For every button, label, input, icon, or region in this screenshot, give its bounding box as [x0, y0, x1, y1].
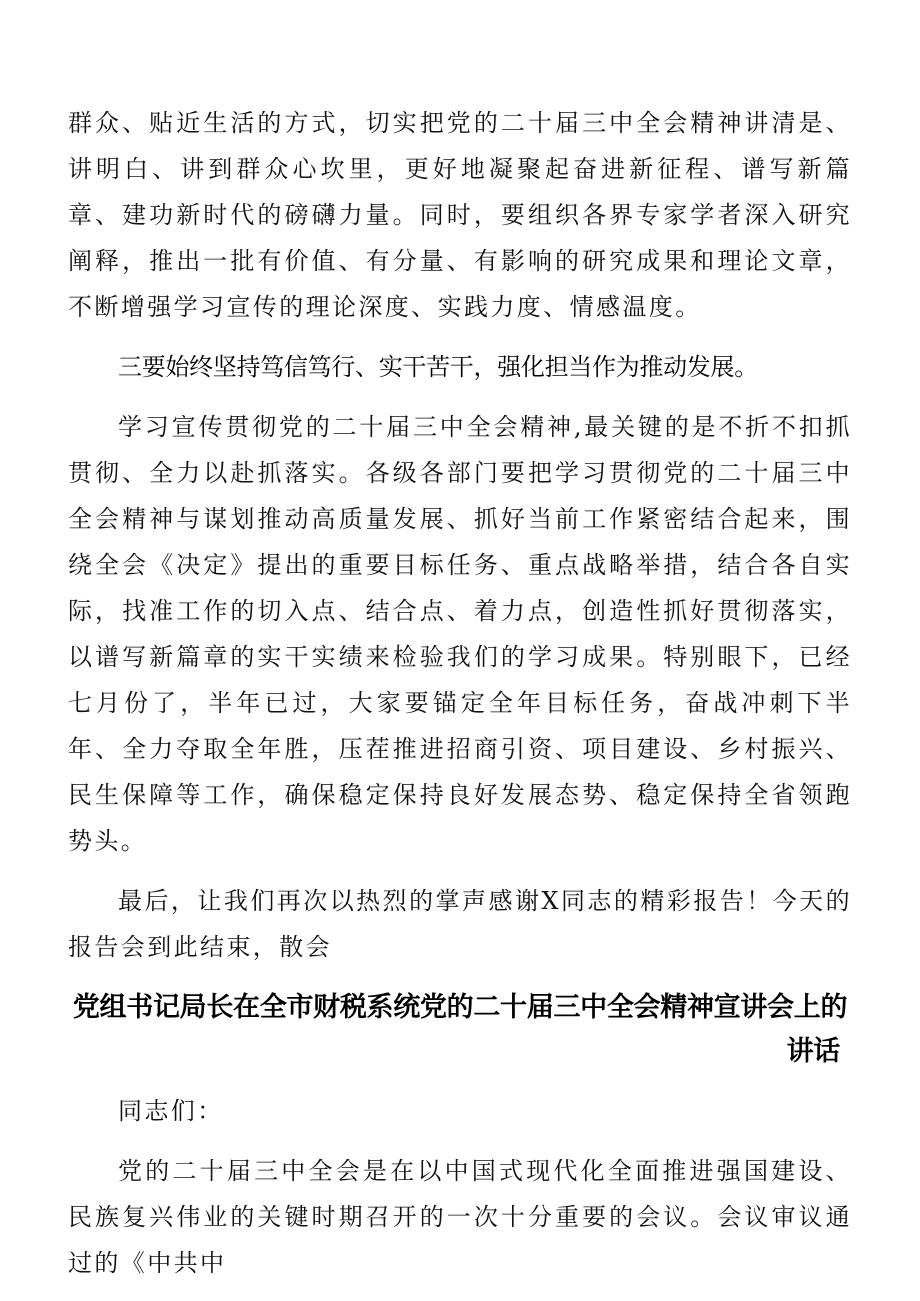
paragraph-closing: 最后，让我们再次以热烈的掌声感谢X同志的精彩报告！今天的报告会到此结束，散会	[68, 887, 852, 961]
speech-title-line1: 党组书记局长在全市财税系统党的二十届三中全会精神宣讲会上的	[72, 992, 848, 1023]
speech-title-line2: 讲话	[786, 1036, 840, 1067]
paragraph-implementation: 学习宣传贯彻党的二十届三中全会精神,最关键的是不折不扣抓贯彻、全力以赴抓落实。各级各部门要把学习贯彻党的二十届三中全会精神与谋划推动高质量发展、抓好当前工作紧密结合起来，围绕全会《决定》提出的重要目标任务、重点战略举措，结合各自实际，找准工作的切入点、结合点、着力点，创造性抓好贯彻落实，以谱写新篇章的实干实绩来检验我们的学习成果。特别眼下，已经七月份了，半年已过，大家要锚定全年目标任务，奋战冲刺下半年、全力夺取全年胜，压茬推进招商引资、项目建设、乡村振兴、民生保障等工作，确保稳定保持良好发展态势、稳定保持全省领跑势头。	[68, 413, 852, 855]
paragraph-speech-intro: 党的二十届三中全会是在以中国式现代化全面推进强国建设、民族复兴伟业的关键时期召开的一次十分重要的会议。会议审议通过的《中共中	[68, 1157, 852, 1277]
paragraph-continuation: 群众、贴近生活的方式，切实把党的二十届三中全会精神讲清是、讲明白、讲到群众心坎里，更好地凝聚起奋进新征程、谱写新篇章、建功新时代的磅礴力量。同时，要组织各界专家学者深入研究阐释，推出一批有价值、有分量、有影响的研究成果和理论文章，不断增强学习宣传的理论深度、实践力度、情感温度。	[68, 109, 852, 321]
speech-title	[68, 986, 852, 1074]
section-heading-three: 三要始终坚持笃信笃行、实干苦干，强化担当作为推动发展。	[118, 353, 758, 381]
salutation: 同志们：	[118, 1097, 224, 1125]
